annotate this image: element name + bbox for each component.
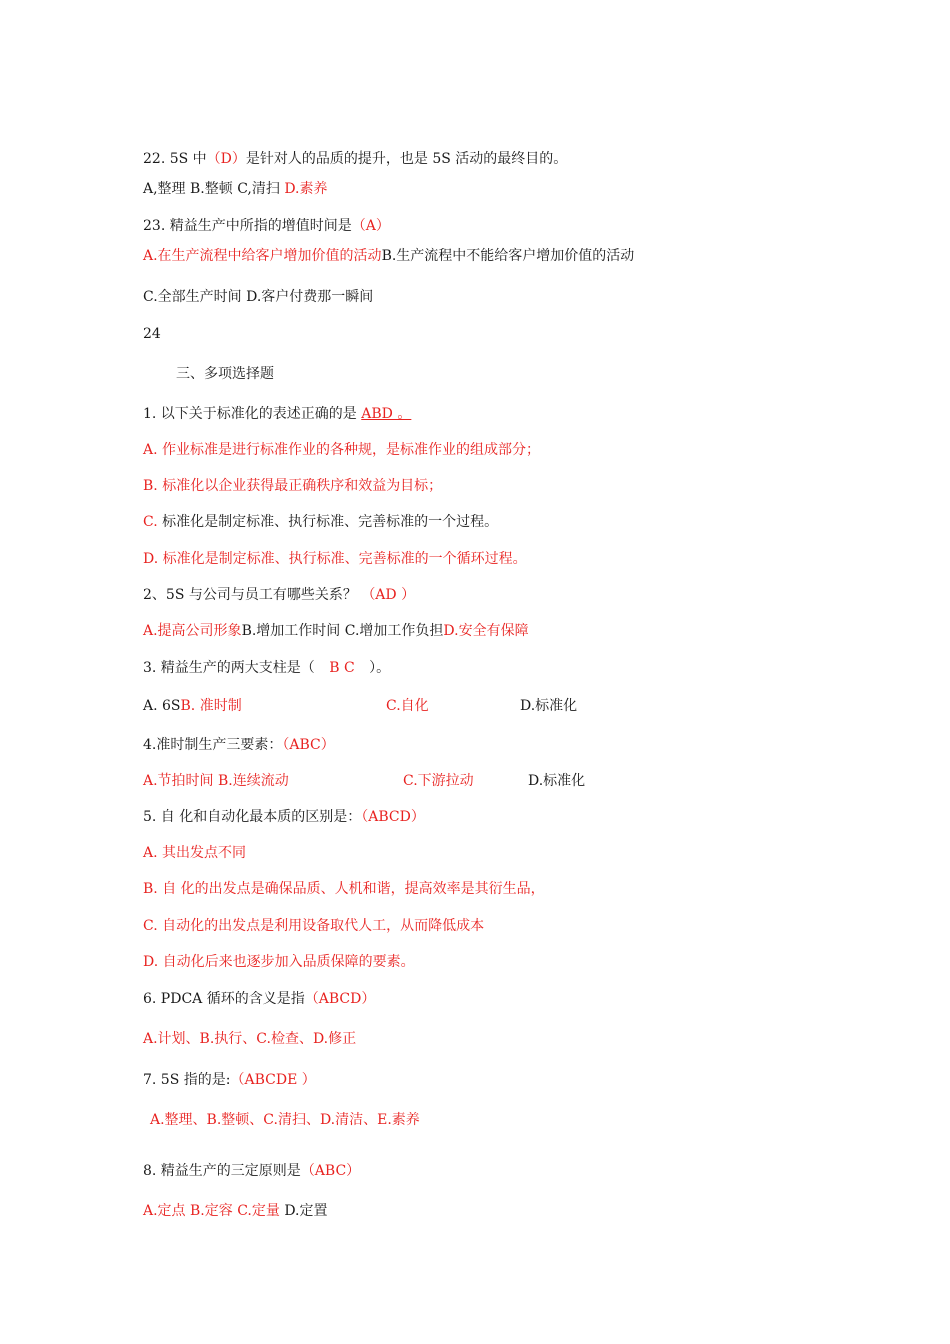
multi-question-5-option-d: D. 自动化后来也逐步加入品质保障的要素。 <box>143 954 415 970</box>
multi-question-1: 1. 以下关于标准化的表述正确的是 ABD 。 <box>143 406 412 422</box>
multi-question-1-option-d: D. 标准化是制定标准、执行标准、完善标准的一个循环过程。 <box>143 551 527 567</box>
question-23: 23. 精益生产中所指的增值时间是（A） <box>143 218 390 234</box>
multi-question-3: 3. 精益生产的两大支柱是（ B C ）。 <box>143 660 391 676</box>
answer: （ABCD） <box>361 809 425 825</box>
answer: ABD 。 <box>361 406 412 422</box>
question-22-options: A,整理 B.整顿 C,清扫 D.素养 <box>143 181 328 197</box>
multi-question-5: 5. 自 化和自动化最本质的区别是：（ABCD） <box>143 809 425 825</box>
multi-question-2-options: A.提高公司形象B.增加工作时间 C.增加工作负担D.安全有保障 <box>143 623 529 639</box>
answer: （ABC） <box>300 1163 361 1179</box>
answer: （A） <box>351 218 390 234</box>
answer: B C <box>324 660 360 676</box>
multi-question-6: 6. PDCA 循环的含义是指（ABCD） <box>143 991 376 1007</box>
multi-question-8: 8. 精益生产的三定原则是（ABC） <box>143 1163 361 1179</box>
question-24: 24 <box>143 326 161 342</box>
multi-question-6-options: A.计划、B.执行、C.检查、D.修正 <box>143 1031 357 1047</box>
question-22: 22. 5S 中（D）是针对人的品质的提升，也是 5S 活动的最终目的。 <box>143 151 568 167</box>
multi-question-8-options: A.定点 B.定容 C.定量 D.定置 <box>143 1203 328 1219</box>
answer: （ABC） <box>282 737 335 753</box>
question-23-options-ab: A.在生产流程中给客户增加价值的活动B.生产流程中不能给客户增加价值的活动 <box>143 248 635 264</box>
answer: （AD ） <box>361 587 416 603</box>
section-title: 三、多项选择题 <box>176 366 274 382</box>
multi-question-5-option-b: B. 自 化的出发点是确保品质、人机和谐，提高效率是其衍生品， <box>143 881 545 897</box>
multi-question-1-option-c: C. 标准化是制定标准、执行标准、完善标准的一个过程。 <box>143 514 499 530</box>
multi-question-7: 7. 5S 指的是:（ABCDE ） <box>143 1072 316 1088</box>
multi-question-2: 2、5S 与公司与员工有哪些关系？ （AD ） <box>143 587 416 603</box>
question-23-options-cd: C.全部生产时间 D.客户付费那一瞬间 <box>143 289 374 305</box>
multi-question-3-option-d: D.标准化 <box>520 698 578 714</box>
multi-question-4-option-ab: A.节拍时间 B.连续流动 <box>143 773 289 789</box>
multi-question-3-option-c: C.自化 <box>386 698 429 714</box>
multi-question-1-option-b: B. 标准化以企业获得最正确秩序和效益为目标； <box>143 478 443 494</box>
multi-question-4-option-c: C.下游拉动 <box>403 773 474 789</box>
answer: （ABCDE ） <box>230 1072 316 1088</box>
multi-question-7-options: A.整理、B.整顿、C.清扫、D.清洁、E.素养 <box>150 1112 420 1128</box>
answer: （ABCD） <box>304 991 376 1007</box>
multi-question-5-option-a: A. 其出发点不同 <box>143 845 247 861</box>
multi-question-1-option-a: A. 作业标准是进行标准作业的各种规，是标准作业的组成部分； <box>143 442 541 458</box>
multi-question-5-option-c: C. 自动化的出发点是利用设备取代人工，从而降低成本 <box>143 918 485 934</box>
multi-question-3-option-ab: A. 6SB. 准时制 <box>143 698 242 714</box>
answer: （D） <box>206 151 246 167</box>
multi-question-4: 4.准时制生产三要素：（ABC） <box>143 737 335 753</box>
multi-question-4-option-d: D.标准化 <box>528 773 586 789</box>
